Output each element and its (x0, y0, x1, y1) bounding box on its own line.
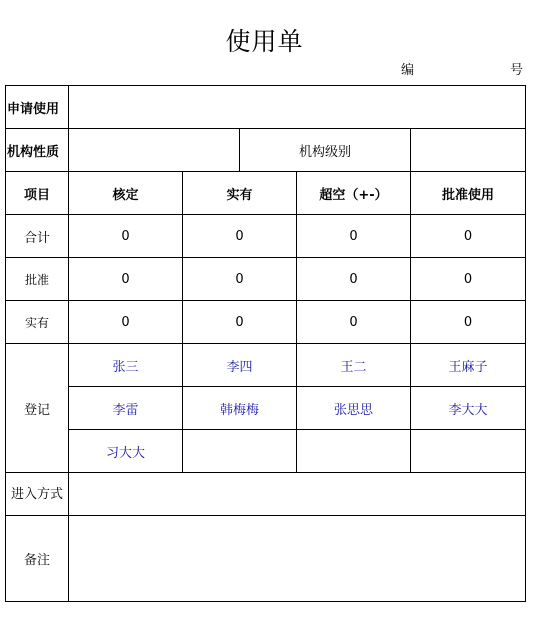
org-nature-label: 机构性质 (6, 129, 69, 172)
register-name-cell[interactable]: 习大大 (69, 430, 183, 473)
number-label-second: 号 (509, 63, 523, 78)
header-over-under: 超空（+-） (297, 172, 411, 215)
register-row (6, 387, 526, 430)
register-name-cell[interactable]: 张三 (69, 344, 183, 387)
register-row (6, 430, 526, 473)
register-name-cell[interactable] (183, 430, 297, 473)
register-name-cell[interactable] (411, 430, 526, 473)
actual-row (6, 301, 526, 344)
actual-value-cell[interactable]: 0 (183, 301, 297, 344)
header-actual: 实有 (183, 172, 297, 215)
org-row (6, 129, 526, 172)
register-name-cell[interactable]: 李四 (183, 344, 297, 387)
approve-value-cell[interactable]: 0 (183, 258, 297, 301)
remark-label: 备注 (6, 516, 69, 602)
usage-form-table (5, 85, 526, 602)
header-approved-use: 批准使用 (411, 172, 526, 215)
apply-label: 申请使用 (6, 86, 69, 129)
remark-value-cell[interactable] (69, 516, 526, 602)
actual-label: 实有 (6, 301, 69, 344)
org-level-value-cell[interactable] (411, 129, 526, 172)
approve-value-cell[interactable]: 0 (297, 258, 411, 301)
total-value-cell[interactable]: 0 (183, 215, 297, 258)
register-label: 登记 (6, 344, 69, 473)
register-name-cell[interactable]: 张思思 (297, 387, 411, 430)
approve-row (6, 258, 526, 301)
header-row (6, 172, 526, 215)
entry-row (6, 473, 526, 516)
document-number (401, 62, 523, 80)
register-name-cell[interactable]: 李大大 (411, 387, 526, 430)
number-label-first: 编 (401, 63, 415, 78)
register-name-cell[interactable]: 王二 (297, 344, 411, 387)
entry-label: 进入方式 (6, 473, 69, 516)
total-label: 合计 (6, 215, 69, 258)
approve-label: 批准 (6, 258, 69, 301)
total-value-cell[interactable]: 0 (297, 215, 411, 258)
remark-row (6, 516, 526, 602)
apply-value-cell[interactable] (69, 86, 526, 129)
register-name-cell[interactable]: 李雷 (69, 387, 183, 430)
actual-value-cell[interactable]: 0 (69, 301, 183, 344)
org-level-label: 机构级别 (240, 129, 411, 172)
actual-value-cell[interactable]: 0 (297, 301, 411, 344)
register-row (6, 344, 526, 387)
actual-value-cell[interactable]: 0 (411, 301, 526, 344)
register-name-cell[interactable] (297, 430, 411, 473)
apply-row (6, 86, 526, 129)
total-value-cell[interactable]: 0 (69, 215, 183, 258)
total-row (6, 215, 526, 258)
total-value-cell[interactable]: 0 (411, 215, 526, 258)
header-approved-quota: 核定 (69, 172, 183, 215)
approve-value-cell[interactable]: 0 (411, 258, 526, 301)
page-title: 使用单 (225, 27, 304, 56)
register-name-cell[interactable]: 韩梅梅 (183, 387, 297, 430)
entry-value-cell[interactable] (69, 473, 526, 516)
approve-value-cell[interactable]: 0 (69, 258, 183, 301)
org-nature-value-cell[interactable] (69, 129, 240, 172)
register-name-cell[interactable]: 王麻子 (411, 344, 526, 387)
header-item: 项目 (6, 172, 69, 215)
